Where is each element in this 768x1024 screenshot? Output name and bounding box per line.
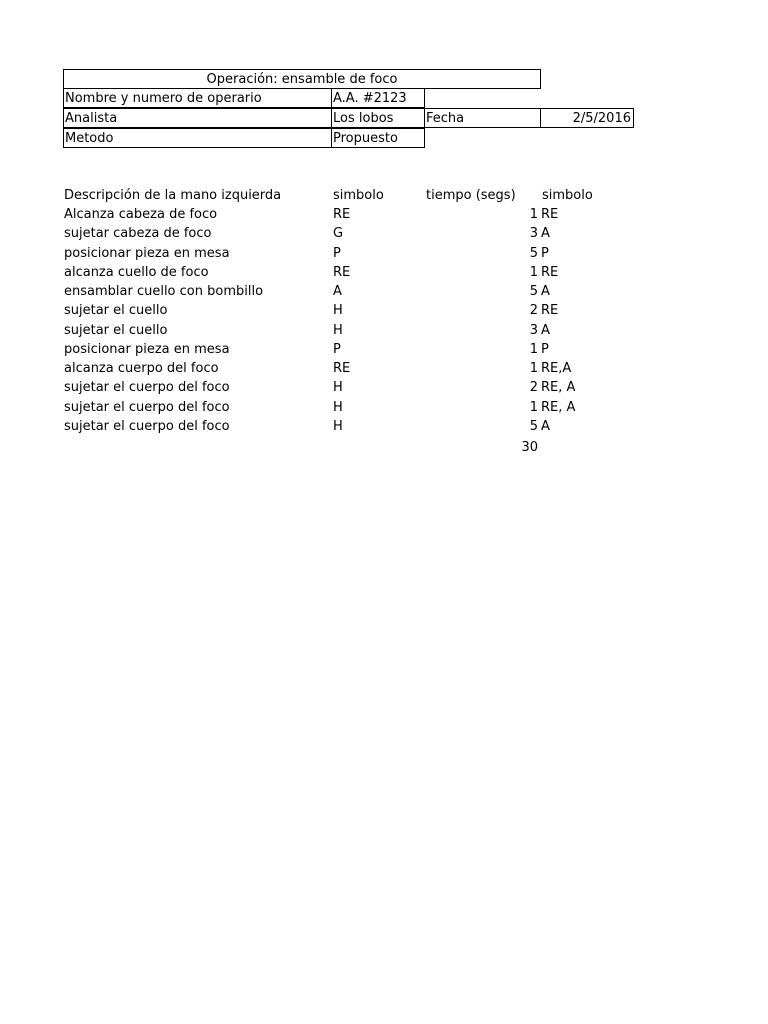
row-time: 5 [529, 284, 538, 299]
row-description: sujetar el cuello [64, 303, 168, 318]
row-symbol-right: RE [541, 303, 559, 318]
analyst-label: Analista [63, 108, 332, 128]
row-time: 1 [529, 265, 538, 280]
row-symbol: A [333, 284, 342, 299]
operator-label: Nombre y numero de operario [63, 88, 332, 108]
row-description: alcanza cuello de foco [64, 265, 209, 280]
row-symbol: RE [333, 361, 351, 376]
row-symbol: H [333, 400, 343, 415]
row-symbol: RE [333, 207, 351, 222]
row-symbol-right: A [541, 284, 550, 299]
row-symbol-right: RE [541, 265, 559, 280]
row-symbol-right: RE [541, 207, 559, 222]
method-label: Metodo [63, 128, 332, 148]
row-description: sujetar el cuerpo del foco [64, 400, 230, 415]
row-symbol-right: P [541, 246, 549, 261]
row-time: 1 [529, 342, 538, 357]
row-symbol: H [333, 380, 343, 395]
row-symbol-right: A [541, 419, 550, 434]
date-value: 2/5/2016 [540, 108, 634, 128]
column-header-description: Descripción de la mano izquierda [64, 188, 282, 203]
row-symbol-right: A [541, 226, 550, 241]
operator-value: A.A. #2123 [331, 88, 425, 108]
operation-title: Operación: ensamble de foco [63, 69, 541, 89]
row-description: sujetar el cuerpo del foco [64, 380, 230, 395]
row-symbol: H [333, 419, 343, 434]
row-description: posicionar pieza en mesa [64, 342, 230, 357]
row-description: sujetar el cuello [64, 323, 168, 338]
row-time: 1 [529, 207, 538, 222]
row-time: 2 [529, 380, 538, 395]
row-symbol-right: P [541, 342, 549, 357]
row-time: 1 [529, 400, 538, 415]
row-time: 3 [529, 323, 538, 338]
row-time: 5 [529, 419, 538, 434]
row-description: sujetar el cuerpo del foco [64, 419, 230, 434]
row-symbol: H [333, 323, 343, 338]
method-value: Propuesto [331, 128, 425, 148]
row-description: sujetar cabeza de foco [64, 226, 212, 241]
row-symbol-right: RE,A [541, 361, 572, 376]
row-description: posicionar pieza en mesa [64, 246, 230, 261]
row-time: 1 [529, 361, 538, 376]
row-symbol: G [333, 226, 344, 241]
row-symbol-right: A [541, 323, 550, 338]
row-time: 3 [529, 226, 538, 241]
row-description: ensamblar cuello con bombillo [64, 284, 264, 299]
row-symbol-right: RE, A [541, 380, 576, 395]
time-total: 30 [521, 440, 538, 455]
row-description: Alcanza cabeza de foco [64, 207, 218, 222]
column-header-symbol-right: simbolo [542, 188, 593, 203]
row-symbol: P [333, 246, 341, 261]
row-symbol: H [333, 303, 343, 318]
analyst-value: Los lobos [331, 108, 425, 128]
row-symbol: P [333, 342, 341, 357]
row-time: 2 [529, 303, 538, 318]
row-symbol-right: RE, A [541, 400, 576, 415]
date-label: Fecha [424, 108, 541, 128]
row-time: 5 [529, 246, 538, 261]
row-symbol: RE [333, 265, 351, 280]
column-header-time: tiempo (segs) [426, 188, 516, 203]
column-header-symbol: simbolo [333, 188, 384, 203]
row-description: alcanza cuerpo del foco [64, 361, 219, 376]
